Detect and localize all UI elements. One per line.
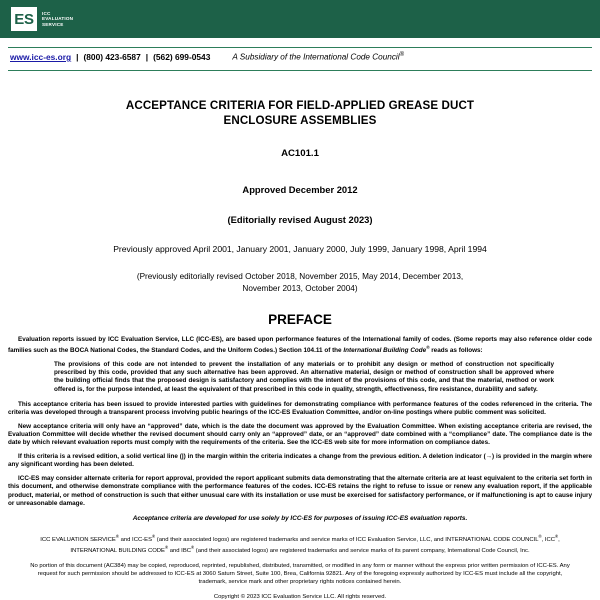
brand-header-band (0, 0, 600, 38)
trademark-text-3: (and their associated logos) are registered trademarks and service marks of ICC Evaluation Service, LLC, and INTERNATIONAL CODE COUNCIL (155, 536, 539, 543)
acceptance-criteria-notice: Acceptance criteria are developed for use solely by ICC-ES for purposes of issuing ICC-ES evaluation reports. (132, 514, 468, 522)
preface-paragraph-4: If this criteria is a revised edition, a solid vertical line (|) in the margin within the criteria indicates a change from the previous edition. A deletion indicator (→) is provided in the margin where any significant wording has been deleted. (8, 453, 592, 469)
es-logo-mark: ES (11, 7, 37, 31)
ibc-registered-mark: ® (426, 345, 430, 351)
trademark-text-4: , ICC (541, 536, 556, 543)
previously-editorially-revised-dates (0, 271, 600, 295)
previous-editorial-line-1: (Previously editorially revised October 2018, November 2015, May 2014, December 2013, (136, 272, 464, 281)
legal-footer (0, 533, 600, 600)
page-title-line-2: ENCLOSURE ASSEMBLIES (223, 114, 377, 127)
trademark-mark-5: ® (164, 544, 169, 550)
copyright-line: Copyright © 2023 ICC Evaluation Service LLC. All rights reserved. (213, 593, 387, 600)
reproduction-notice: No portion of this document (AC384) may be copied, reproduced, reprinted, republished, distributed, transmitted, or modified in any form or manner without the express prior written permission of ICC-ES. Any request for such permission should be addressed to ICC-ES at 3060 Saturn Street, Suite 100, Brea, California 92821. Any of the foregoing expressly authorized by ICC-ES must include all the copyright, trademark, service mark and other proprietary rights notices contained herein. (30, 563, 570, 586)
previously-approved-dates: Previously approved April 2001, January 2001, January 2000, July 1999, January 1998, April 1994 (113, 244, 487, 254)
trademark-notice (24, 533, 576, 555)
website-link[interactable]: www.icc-es.org (10, 52, 72, 62)
preface-paragraph-3: New acceptance criteria will only have an “approved” date, which is the date the document was approved by the Evaluation Committee. When existing acceptance criteria are revised, the Evaluation Committee will decide whether the revised document should carry only an “approved” date, or an “approved” date combined with a “compliance” date. The compliance date is the date by which relevant evaluation reports must comply with the requirements of the criteria. See the ICC-ES web site for more information on compliance dates. (8, 422, 592, 447)
trademark-text-6: and IBC (168, 547, 191, 554)
preface-intro-part-2: reads as follows: (429, 347, 483, 355)
icc-es-logo (11, 7, 73, 31)
phone-primary: (800) 423-6587 (83, 52, 141, 62)
logo-line-service: SERVICE (42, 21, 64, 27)
preface-intro-paragraph (8, 336, 592, 355)
preface-heading: PREFACE (268, 312, 332, 327)
preface-paragraph-5: ICC-ES may consider alternate criteria for report approval, provided the report applicant submits data demonstrating that the alternate criteria are at least equivalent to the criteria set forth in this document, and otherwise demonstrate compliance with the performance features of the codes. ICC-ES retains the right to refuse to issue or renew any evaluation report, if the applicable product, material, or method of construction is such that either unusual care with its installation or use must be exercised for satisfactory performance, or if malfunctioning is apt to cause injury or unreasonable damage. (8, 475, 592, 507)
editorial-revision-date: (Editorially revised August 2023) (227, 214, 373, 225)
preface-body (0, 336, 600, 522)
trademark-mark-1: ® (115, 533, 119, 539)
subsidiary-registered-mark: ® (399, 52, 404, 59)
approved-date: Approved December 2012 (242, 184, 358, 195)
subsidiary-note (232, 52, 404, 62)
international-building-code-italic: International Building Code (343, 347, 427, 355)
logo-line-evaluation: EVALUATION (42, 16, 74, 22)
contact-separator-2: | (145, 52, 149, 62)
trademark-text-7: (and their associated logos) are registered trademarks and service marks of its parent company, International Code Council, Inc. (194, 547, 530, 554)
trademark-text-1: ICC EVALUATION SERVICE (40, 536, 116, 543)
trademark-mark-3: ® (538, 533, 542, 539)
phone-secondary: (562) 699-0543 (153, 52, 211, 62)
previous-editorial-line-2: November 2013, October 2004) (242, 284, 358, 293)
preface-paragraph-2: This acceptance criteria has been issued to provide interested parties with guidelines for demonstrating compliance with performance features of the codes referenced in the criteria. The criteria was developed through a transparent process involving public hearings of the ICC-ES Evaluation Committee, and/or on-line postings where public comment was solicited. (8, 400, 592, 416)
trademark-mark-4: ® (555, 533, 559, 539)
contact-bar (0, 48, 600, 66)
trademark-mark-6: ® (191, 544, 195, 550)
document-number: AC101.1 (281, 148, 319, 159)
code-section-quote: The provisions of this code are not intended to prevent the installation of any materials or to prohibit any design or method of construction not specifically prescribed by this code, provided that any such alternative has been approved. An alternative material, design or method of construction shall be approved where the building official finds that the proposed design is satisfactory and complies with the intent of the provisions of this code, and that the material, method or work offered is, for the purpose intended, at least the equivalent of that prescribed in this code in quality, strength, effectiveness, fire resistance, durability and safety. (54, 361, 554, 393)
trademark-text-5: , INTERNATIONAL BUILDING CODE (70, 536, 560, 554)
trademark-text-2: and ICC-ES (118, 536, 153, 543)
page-title-line-1: ACCEPTANCE CRITERIA FOR FIELD-APPLIED GREASE DUCT (125, 99, 475, 112)
subsidiary-text: A Subsidiary of the International Code Council (232, 53, 400, 62)
trademark-mark-2: ® (152, 533, 156, 539)
logo-line-icc: ICC (42, 10, 51, 16)
preface-intro-part-1: Evaluation reports issued by ICC Evaluation Service, LLC (ICC-ES), are based upon performance features of the International family of codes. (Some reports may also reference older code families such as the BOCA National Codes, the Standard Codes, and the Uniform Codes.) Section 104.11 of the (8, 336, 592, 355)
contact-separator-1: | (76, 52, 79, 62)
page-title (0, 98, 600, 128)
logo-wordmark (42, 11, 73, 28)
contact-rule-bottom (8, 70, 592, 71)
